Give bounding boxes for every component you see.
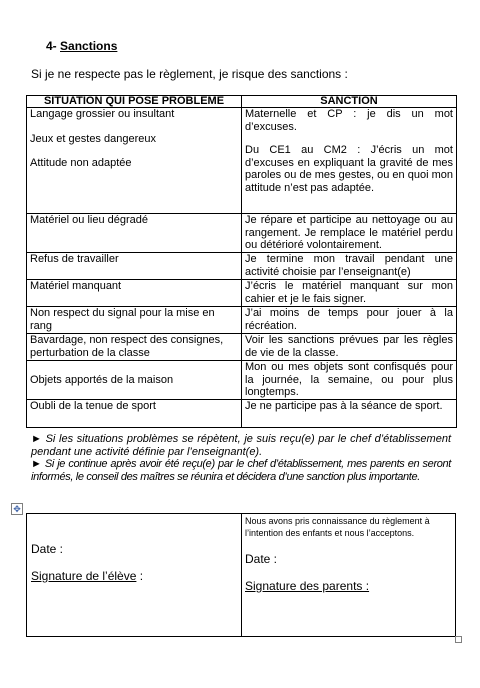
section-heading [46,39,117,53]
note-item [31,458,451,483]
column-header-sanction: SANCTION [242,96,457,108]
table-row [27,108,457,214]
situation-cell: Non respect du signal pour la mise en rang [27,307,242,334]
note-text: Si les situations problèmes se répètent, je suis reçu(e) par le chef d’établissement pendant une activité définie par l’enseignant(e). [31,433,452,458]
situation-cell: Objets apportés de la maison [27,361,242,400]
section-number: 4- [46,39,57,53]
intro-text: Si je ne respecte pas le règlement, je risque des sanctions : [31,67,348,81]
situation-cell [27,108,242,214]
situation-text: Jeux et gestes dangereux [30,132,156,145]
section-title: Sanctions [60,39,118,53]
sanction-cell: Je termine mon travail pendant une activité choisie par l’enseignant(e) [242,253,457,280]
table-header-row [27,96,457,108]
note-item [31,433,451,458]
table-row [27,334,457,361]
parents-signature-cell [242,514,456,637]
sanction-cell: Je répare et participe au nettoyage ou au rangement. Je remplace le matériel perdu ou détérioré volontairement. [242,214,457,253]
sanction-text: Maternelle et CP : je dis un mot d’excuses. [245,108,453,133]
student-signature-cell [27,514,242,637]
sanction-cell: J’ai moins de temps pour jouer à la récréation. [242,307,457,334]
sanctions-table [26,95,457,428]
sanction-cell: Mon ou mes objets sont confisqués pour la journée, la semaine, ou pour plus longtemps. [242,361,457,400]
situation-cell: Matériel ou lieu dégradé [27,214,242,253]
sanction-cell: Voir les sanctions prévues par les règles de vie de la classe. [242,334,457,361]
parents-signature-label: Signature des parents : [245,579,370,593]
situation-cell: Bavardage, non respect des consignes, perturbation de la classe [27,334,242,361]
sanction-cell: J’écris le matériel manquant sur mon cahier et je le fais signer. [242,280,457,307]
move-handle-icon[interactable]: ✥ [11,503,23,515]
student-signature-label: Signature de l’élève : [31,569,144,583]
parents-date-label: Date : [245,552,278,566]
situation-cell: Refus de travailler [27,253,242,280]
arrow-bullet-icon: ► [31,433,42,445]
student-date-label: Date : [31,542,64,556]
column-header-situation: SITUATION QUI POSE PROBLEME [27,96,242,108]
acknowledgement-text: Nous avons pris connaissance du règlement à l’intention des enfants et nous l’acceptons. [245,516,430,538]
resize-handle-icon[interactable] [455,636,462,643]
situation-cell: Matériel manquant [27,280,242,307]
sanction-text: Du CE1 au CM2 : J’écris un mot d’excuses en expliquant la gravité de mes paroles ou de mes gestes, ou en quoi mon attitude n’est pas adaptée. [245,144,453,194]
table-row [27,400,457,428]
table-row [27,280,457,307]
table-row [27,253,457,280]
notes-block [31,433,451,483]
sanction-cell: Je ne participe pas à la séance de sport. [242,400,457,428]
situation-text: Langage grossier ou insultant [30,108,175,120]
situation-cell: Oubli de la tenue de sport [27,400,242,428]
signature-table [26,513,456,637]
sanction-cell [242,108,457,214]
note-text: Si je continue après avoir été reçu(e) par le chef d’établissement, mes parents en seront informés, le conseil des maîtres se réunira et décidera d’une sanction plus importante. [31,458,451,483]
arrow-bullet-icon: ► [31,458,42,470]
situation-text: Attitude non adaptée [30,157,132,169]
table-row [27,361,457,400]
table-row [27,214,457,253]
table-row [27,307,457,334]
